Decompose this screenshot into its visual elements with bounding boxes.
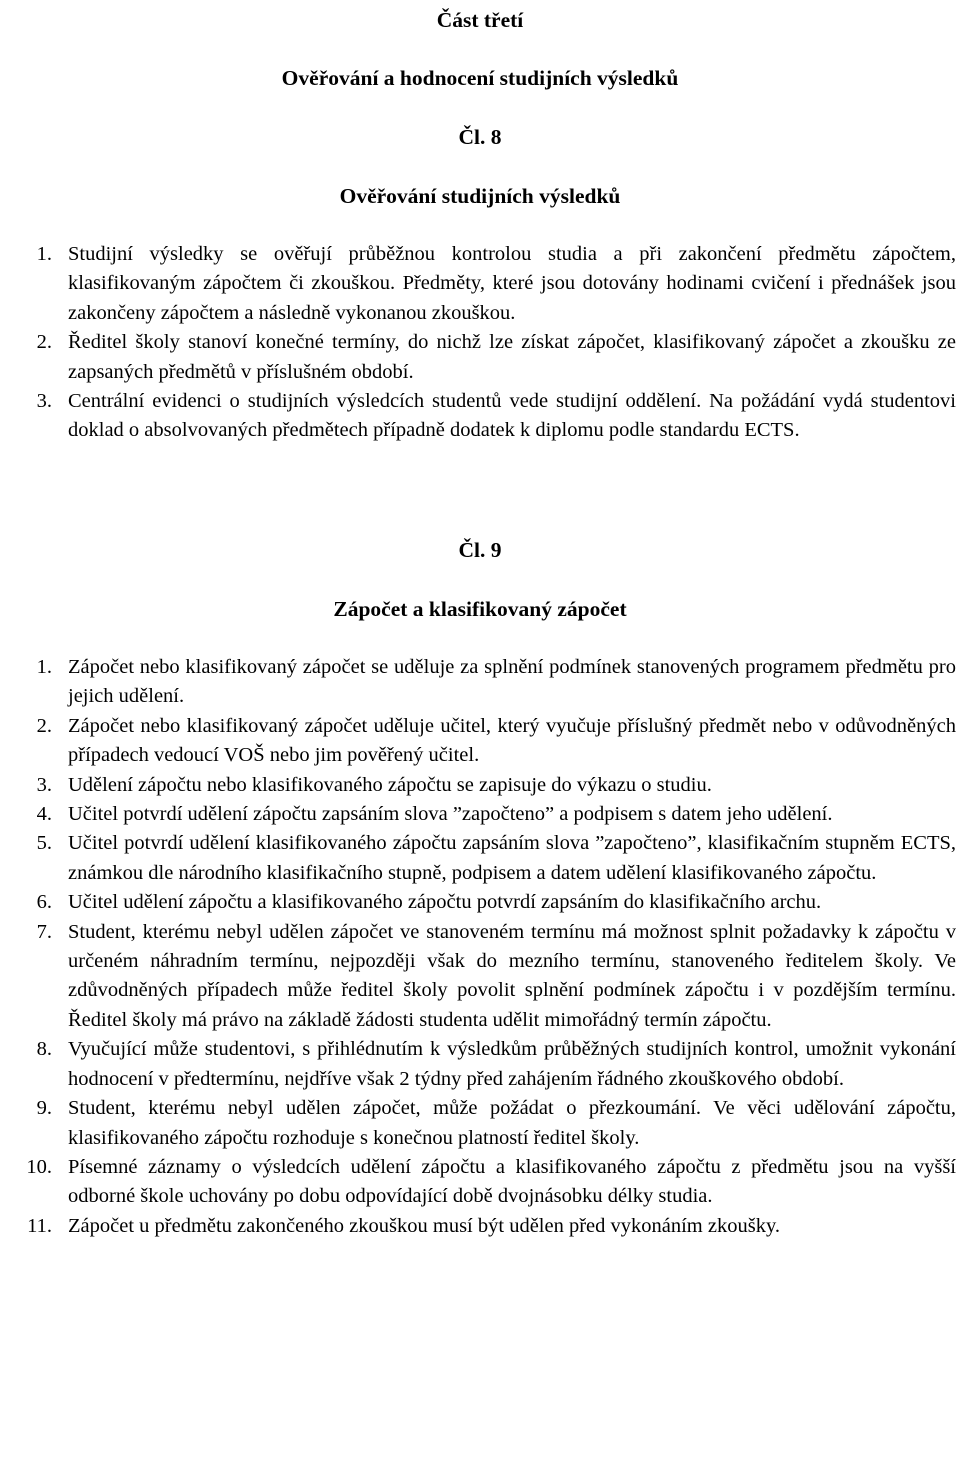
- list-item: [0, 1035, 960, 1094]
- item-text: Zápočet u předmětu zakončeného zkouškou musí být udělen před vykonáním zkoušky.: [68, 1214, 780, 1237]
- item-number: 2.: [36, 714, 52, 737]
- list-item: [0, 1094, 960, 1153]
- article-8-list: [0, 240, 960, 446]
- item-text: Písemné záznamy o výsledcích udělení zápočtu a klasifikovaného zápočtu z předmětu jsou na vyšší odborné škole uchovány po dobu odpovídající době dvojnásobku délky studia.: [68, 1155, 956, 1208]
- list-item: [0, 240, 960, 328]
- part-title: Část třetí: [436, 8, 524, 32]
- item-number: 5.: [36, 832, 52, 855]
- list-item: [0, 328, 960, 387]
- item-text: Centrální evidenci o studijních výsledcích studentů vede studijní oddělení. Na požádání vydá studentovi doklad o absolvovaných předmětech případně dodatek k diplomu podle standardu ECTS.: [68, 390, 956, 442]
- article-8-number: Čl. 8: [458, 125, 502, 149]
- item-text: Učitel potvrdí udělení klasifikovaného zápočtu zapsáním slova ”započteno”, klasifikačním stupněm ECTS, známkou dle národního klasifikačního stupně, podpisem a datem udělení klasifikovaného zápočtu.: [68, 832, 956, 884]
- list-item: [0, 387, 960, 446]
- item-number: 2.: [36, 331, 52, 354]
- item-number: 3.: [36, 390, 52, 413]
- list-item: [0, 653, 960, 712]
- item-text: Student, kterému nebyl udělen zápočet ve stanoveném termínu má možnost splnit požadavky k zápočtu v určeném náhradním termínu, nejpozději však do mezního termínu, stanoveného ředitelem školy. Ve zdůvodněných případech může ředitel školy povolit splnění podmínek zápočtu i v pozdějším termínu. Ředitel školy má právo na základě žádosti studenta udělit mimořádný termín zápočtu.: [68, 920, 956, 1031]
- item-text: Učitel udělení zápočtu a klasifikovaného zápočtu potvrdí zapsáním do klasifikačního archu.: [68, 891, 822, 914]
- list-item: [0, 888, 960, 917]
- item-number: 6.: [36, 891, 52, 914]
- item-number: 7.: [36, 920, 52, 943]
- article-9-list: [0, 653, 960, 1241]
- list-item: [0, 1212, 960, 1241]
- article-9-title: Zápočet a klasifikovaný zápočet: [333, 597, 627, 621]
- item-number: 8.: [36, 1038, 52, 1061]
- item-text: Studijní výsledky se ověřují průběžnou kontrolou studia a při zakončení předmětu zápočtem, klasifikovaným zápočtem či zkouškou. Předměty, které jsou dotovány hodinami cvičení i přednášek jsou zakončeny zápočtem a následně vykonanou zkouškou.: [68, 243, 956, 324]
- item-text: Student, kterému nebyl udělen zápočet, může požádat o přezkoumání. Ve věci udělování zápočtu, klasifikovaného zápočtu rozhoduje s konečnou platností ředitel školy.: [68, 1097, 956, 1149]
- item-number: 11.: [27, 1214, 52, 1237]
- list-item: [0, 771, 960, 800]
- item-number: 1.: [36, 656, 52, 678]
- part-subtitle: Ověřování a hodnocení studijních výsledků: [281, 66, 679, 90]
- list-item: [0, 829, 960, 888]
- item-number: 4.: [36, 803, 52, 826]
- list-item: [0, 918, 960, 1036]
- item-text: Učitel potvrdí udělení zápočtu zapsáním slova ”započteno” a podpisem s datem jeho udělení.: [68, 803, 833, 826]
- article-8-title: Ověřování studijních výsledků: [339, 184, 621, 208]
- item-text: Zápočet nebo klasifikovaný zápočet se uděluje za splnění podmínek stanovených programem předmětu pro jejich udělení.: [68, 656, 956, 708]
- item-number: 9.: [36, 1097, 52, 1120]
- item-text: Ředitel školy stanoví konečné termíny, do nichž lze získat zápočet, klasifikovaný zápočet a zkoušku ze zapsaných předmětů v příslušném období.: [68, 331, 956, 383]
- item-number: 10.: [26, 1155, 52, 1178]
- item-number: 3.: [36, 773, 52, 796]
- list-item: [0, 1153, 960, 1212]
- item-text: Udělení zápočtu nebo klasifikovaného zápočtu se zapisuje do výkazu o studiu.: [68, 773, 712, 796]
- article-9-number: Čl. 9: [458, 538, 502, 562]
- list-item: [0, 800, 960, 829]
- item-number: 1.: [36, 243, 52, 265]
- list-item: [0, 712, 960, 771]
- item-text: Vyučující může studentovi, s přihlédnutím k výsledkům průběžných studijních kontrol, umožnit vykonání hodnocení v předtermínu, nejdříve však 2 týdny před zahájením řádného zkouškového období.: [68, 1038, 956, 1090]
- item-text: Zápočet nebo klasifikovaný zápočet uděluje učitel, který vyučuje příslušný předmět nebo v odůvodněných případech vedoucí VOŠ nebo jim pověřený učitel.: [68, 714, 956, 767]
